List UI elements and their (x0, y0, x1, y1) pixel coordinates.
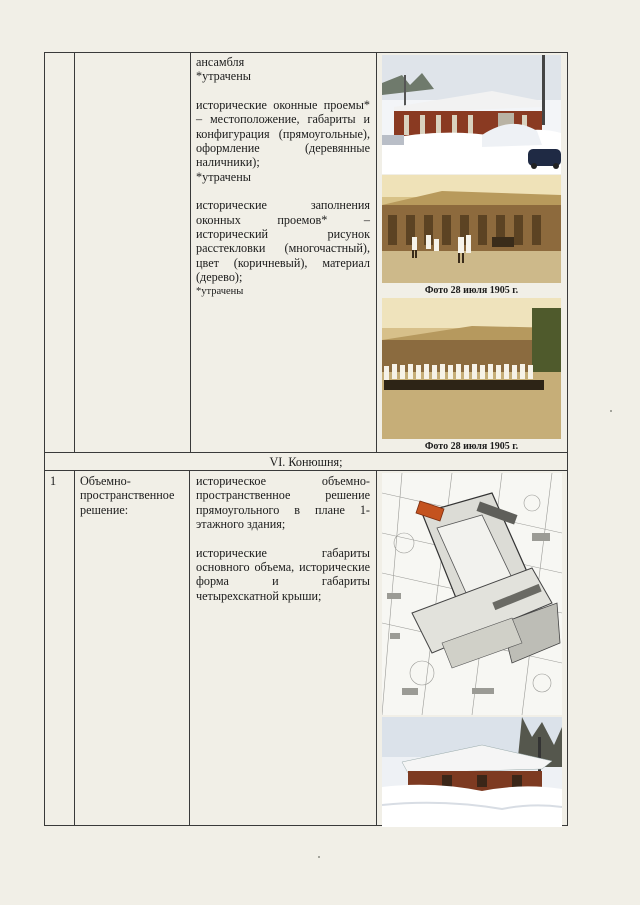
paper-speck (318, 856, 320, 858)
photo-caption: Фото 28 июля 1905 г. (424, 441, 519, 452)
photo-caption: Фото 28 июля 1905 г. (424, 285, 519, 296)
desc-line: *утрачены (196, 169, 251, 184)
photo-parade-1 (382, 175, 561, 283)
desc-paragraph: историческое объемно-пространственное решение прямоугольного в плане 1-этажного здания; (196, 474, 370, 532)
row-number: 1 (50, 474, 57, 488)
desc-paragraph: исторические габариты основного объема, исторические форма и габариты четырехскатной крыши; (196, 545, 370, 603)
desc-paragraph: исторические оконные проемы* – местоположение, габариты и конфигурация (прямоугольные), оформление (деревянные наличники); (196, 97, 370, 170)
desc-paragraph: исторические заполнения оконных проемов* – исторический рисунок расстекловки (многочастный), цвет (коричневый), материал (дерево); (196, 198, 370, 285)
photo-stable-winter (382, 717, 562, 827)
site-plan-map (382, 473, 562, 715)
desc-line: *утрачены (196, 69, 251, 84)
desc-line: *утрачены (196, 285, 244, 297)
lower-description-cell (196, 474, 370, 603)
photo-winter-building (382, 55, 561, 174)
desc-line: ансамбля (196, 55, 245, 69)
section-title: VI. Конюшня; (269, 455, 343, 469)
photo-parade-2 (382, 298, 561, 439)
element-name: Объемно-пространственное решение: (80, 474, 175, 517)
upper-description-cell (196, 55, 370, 299)
paper-speck (610, 410, 612, 412)
